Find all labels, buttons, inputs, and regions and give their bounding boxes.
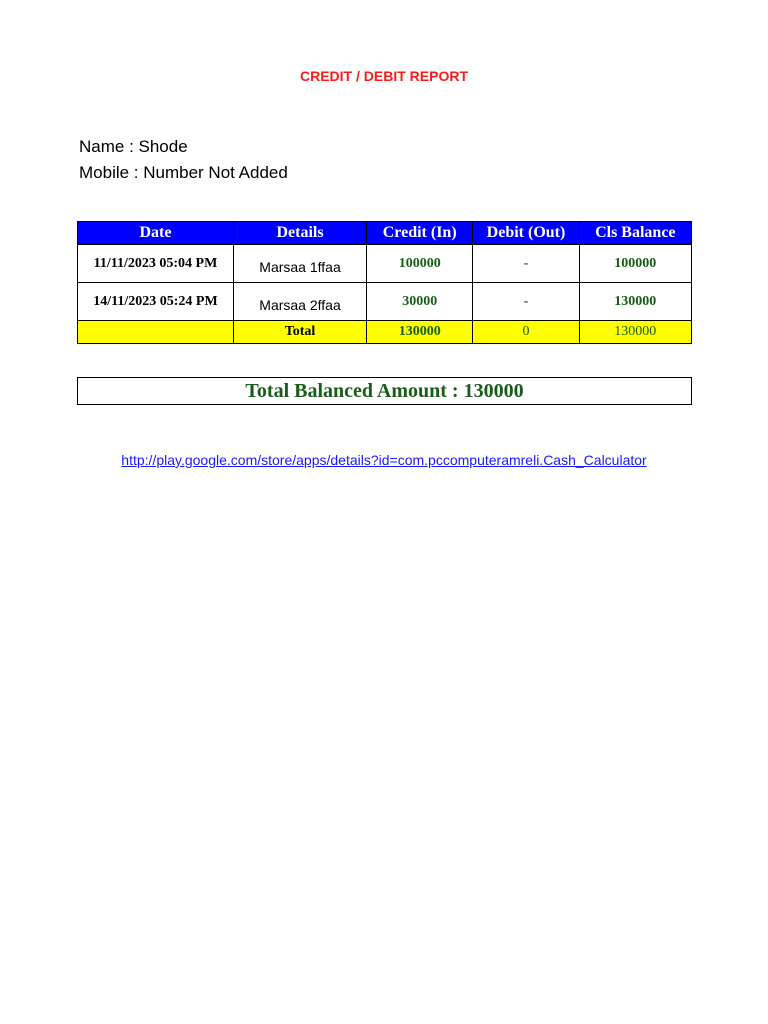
row-balance: 130000 — [579, 283, 691, 321]
table-row — [78, 283, 692, 321]
row-credit: 30000 — [367, 283, 473, 321]
header-date: Date — [78, 222, 234, 245]
row-debit: - — [473, 283, 579, 321]
total-row — [78, 321, 692, 344]
customer-mobile: Mobile : Number Not Added — [79, 163, 288, 182]
row-details: Marsaa 1ffaa — [233, 245, 366, 283]
row-balance: 100000 — [579, 245, 691, 283]
row-credit: 100000 — [367, 245, 473, 283]
table-header-row — [78, 222, 692, 245]
footer-link-container — [0, 452, 768, 468]
total-credit: 130000 — [367, 321, 473, 344]
total-debit: 0 — [473, 321, 579, 344]
customer-name: Name : Shode — [79, 137, 188, 156]
header-debit: Debit (Out) — [473, 222, 579, 245]
header-credit: Credit (In) — [367, 222, 473, 245]
report-title: CREDIT / DEBIT REPORT — [299, 68, 468, 84]
table-row — [78, 245, 692, 283]
row-debit: - — [473, 245, 579, 283]
header-balance: Cls Balance — [579, 222, 691, 245]
row-details: Marsaa 2ffaa — [233, 283, 366, 321]
total-balance-box — [77, 377, 692, 405]
total-balance-value: 130000 — [463, 380, 524, 402]
total-balance: 130000 — [579, 321, 691, 344]
row-date: 11/11/2023 05:04 PM — [78, 245, 234, 283]
total-balance-label: Total Balanced Amount : — [245, 380, 459, 402]
row-date: 14/11/2023 05:24 PM — [78, 283, 234, 321]
header-details: Details — [233, 222, 366, 245]
app-store-link[interactable]: http://play.google.com/store/apps/details?id=com.pccomputeramreli.Cash_Calculator — [121, 452, 647, 468]
total-label: Total — [233, 321, 366, 344]
transactions-table — [77, 221, 692, 344]
total-empty-cell — [78, 321, 234, 344]
